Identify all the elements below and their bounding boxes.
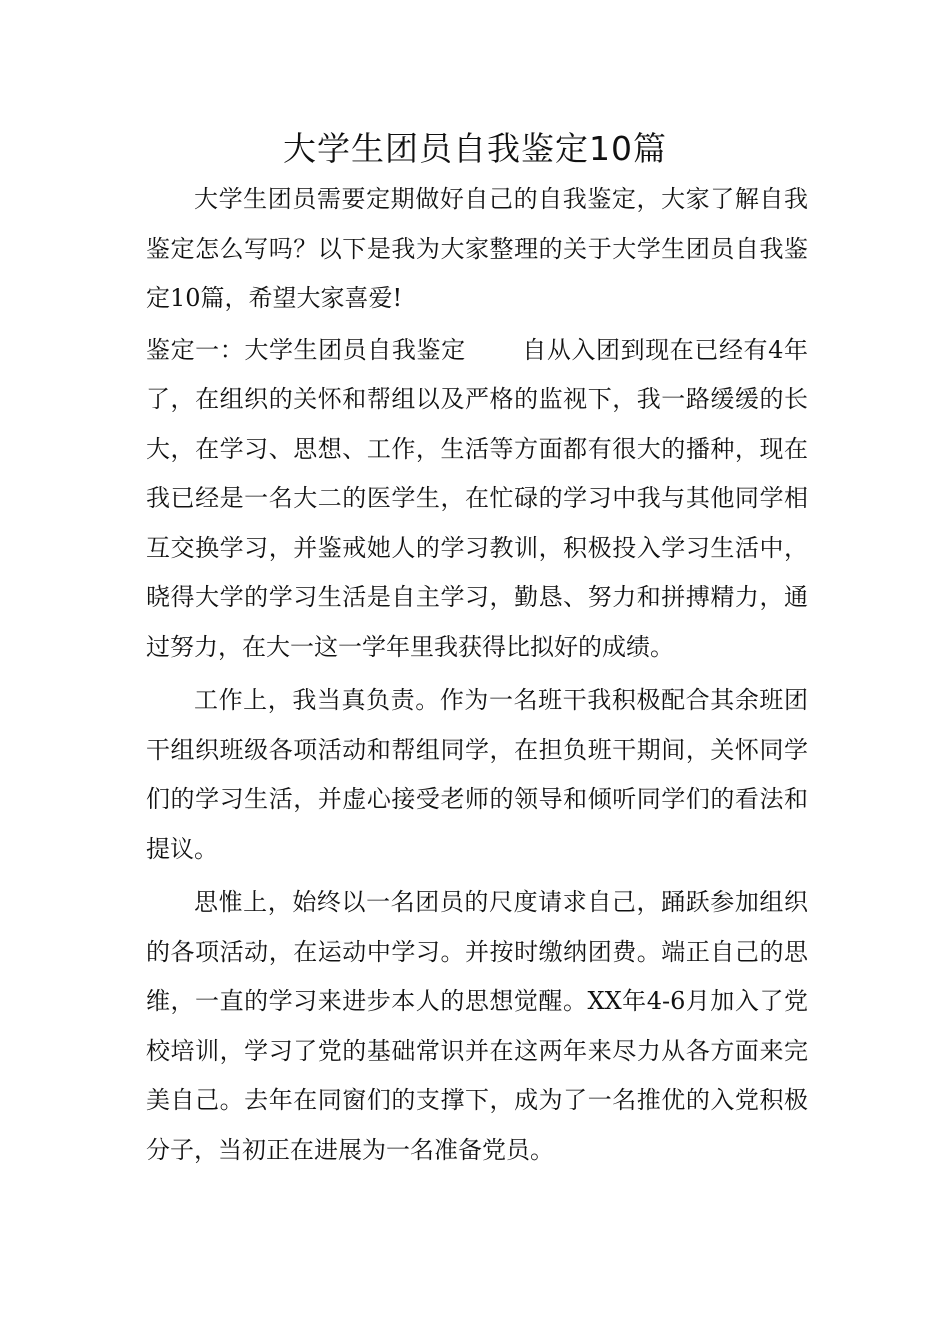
section-1-heading: 鉴定一：大学生团员自我鉴定 [146,335,466,364]
work-paragraph: 工作上，我当真负责。作为一名班干我积极配合其余班团干组织班级各项活动和帮组同学，在担负班干期间，关怀同学们的学习生活，并虚心接受老师的领导和倾听同学们的看法和提议。 [146,686,808,863]
thought-paragraph: 思惟上，始终以一名团员的尺度请求自己，踊跃参加组织的各项活动，在运动中学习。并按时缴纳团费。端正自己的思维，一直的学习来进步本人的思想觉醒。XX年4-6月加入了党校培训，学习了党的基础常识并在这两年来尽力从各方面来完美自己。去年在同窗们的支撑下，成为了一名推优的入党积极分子，当初正在进展为一名准备党员。 [146,888,808,1164]
document-title: 大学生团员自我鉴定10篇 [283,129,667,168]
section-1-opening-text: 自从入团到现在已经有4年了，在组织的关怀和帮组以及严格的监视下，我一路缓缓的长大，在学习、思想、工作，生活等方面都有很大的播种，现在我已经是一名大二的医学生，在忙碌的学习中我与其他同学相互交换学习，并鉴戒她人的学习教训，积极投入学习生活中，晓得大学的学习生活是自主学习，勤恳、努力和拼搏精力，通过努力，在大一这一学年里我获得比拟好的成绩。 [146,335,808,661]
intro-paragraph: 大学生团员需要定期做好自己的自我鉴定，大家了解自我鉴定怎么写吗？以下是我为大家整理的关于大学生团员自我鉴定10篇，希望大家喜爱! [146,185,808,312]
section-1-first-paragraph [146,326,808,673]
document-body [146,175,808,1175]
